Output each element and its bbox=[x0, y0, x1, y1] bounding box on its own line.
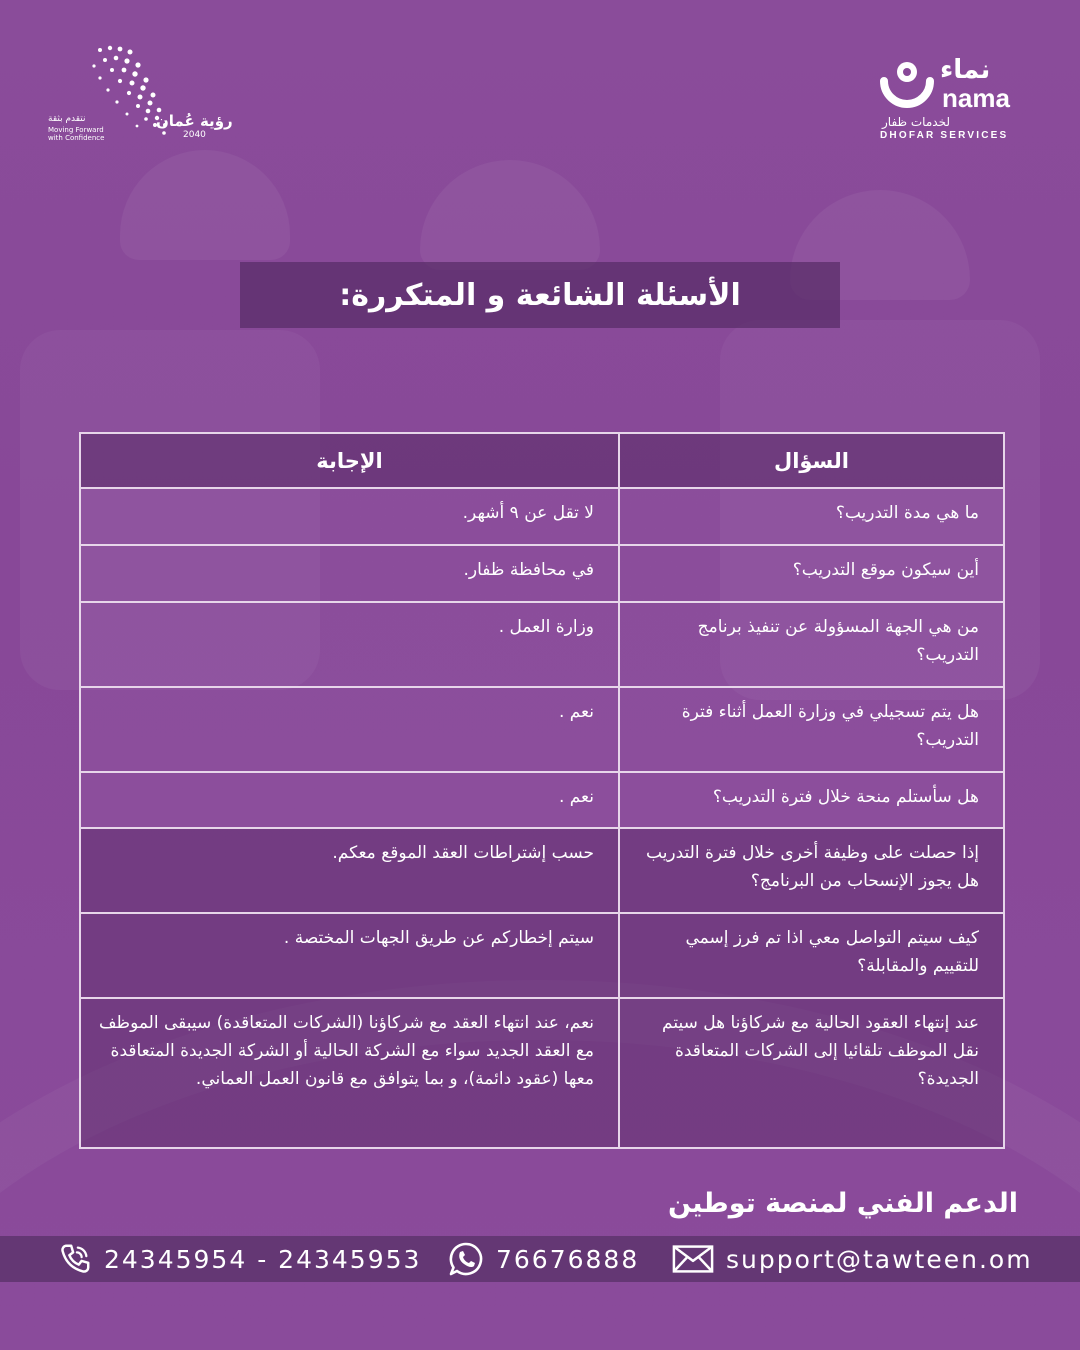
question-cell: إذا حصلت على وظيفة أخرى خلال فترة التدريب هل يجوز الإنسحاب من البرنامج؟ bbox=[619, 828, 1004, 913]
email-address: support@tawteen.om bbox=[726, 1244, 1033, 1274]
answer-cell: نعم . bbox=[80, 687, 619, 772]
vision-year: 2040 bbox=[183, 130, 206, 140]
question-cell: هل يتم تسجيلي في وزارة العمل أثناء فترة التدريب؟ bbox=[619, 687, 1004, 772]
oman-vision-logo bbox=[48, 40, 238, 150]
phone-contact[interactable] bbox=[58, 1236, 421, 1282]
table-row bbox=[80, 772, 1004, 828]
answer-cell: نعم، عند انتهاء العقد مع شركاؤنا (الشركات المتعاقدة) سيبقى الموظف مع العقد الجديد سواء مع الشركة الحالية أو الشركة الجديدة المتعاقدة معها (عقود دائمة)، و بما يتوافق مع قانون العمل العماني. bbox=[80, 998, 619, 1148]
faq-table bbox=[79, 432, 1005, 1149]
nama-subtitle-en: DHOFAR SERVICES bbox=[880, 130, 1009, 141]
page-title: الأسئلة الشائعة و المتكررة: bbox=[339, 277, 741, 313]
nama-subtitle-ar: لخدمات ظفار bbox=[882, 115, 950, 129]
nama-mark-icon bbox=[878, 57, 936, 115]
answer-cell: وزارة العمل . bbox=[80, 602, 619, 687]
answer-cell: حسب إشتراطات العقد الموقع معكم. bbox=[80, 828, 619, 913]
question-cell: كيف سيتم التواصل معي اذا تم فرز إسمي للتقييم والمقابلة؟ bbox=[619, 913, 1004, 998]
nama-name-en: nama bbox=[942, 83, 1010, 113]
table-row bbox=[80, 602, 1004, 687]
whatsapp-number: 76676888 bbox=[496, 1244, 640, 1274]
answer-cell: لا تقل عن ٩ أشهر. bbox=[80, 488, 619, 545]
nama-logo bbox=[870, 55, 1030, 150]
email-contact[interactable] bbox=[672, 1236, 1033, 1282]
table-row bbox=[80, 913, 1004, 998]
table-row bbox=[80, 828, 1004, 913]
vision-tagline-en-2: with Confidence bbox=[48, 134, 105, 142]
question-cell: من هي الجهة المسؤولة عن تنفيذ برنامج التدريب؟ bbox=[619, 602, 1004, 687]
table-row bbox=[80, 687, 1004, 772]
background-helmet-shape bbox=[120, 150, 290, 260]
answer-column-header: الإجابة bbox=[80, 433, 619, 488]
whatsapp-icon bbox=[448, 1241, 484, 1277]
mail-icon bbox=[672, 1243, 714, 1275]
question-cell: ما هي مدة التدريب؟ bbox=[619, 488, 1004, 545]
nama-name-ar: نماء bbox=[940, 55, 991, 85]
vision-tagline-en-1: Moving Forward bbox=[48, 126, 104, 134]
contact-bar bbox=[0, 1236, 1080, 1282]
question-column-header: السؤال bbox=[619, 433, 1004, 488]
table-row bbox=[80, 488, 1004, 545]
background-helmet-shape bbox=[420, 160, 600, 270]
phone-numbers: 24345954 - 24345953 bbox=[104, 1244, 422, 1274]
whatsapp-contact[interactable] bbox=[448, 1236, 639, 1282]
vision-title: رؤية عُمان bbox=[156, 112, 233, 130]
vision-tagline-ar: نتقدم بثقة bbox=[48, 114, 86, 124]
question-cell: أين سيكون موقع التدريب؟ bbox=[619, 545, 1004, 602]
answer-cell: نعم . bbox=[80, 772, 619, 828]
support-title: الدعم الفني لمنصة توطين bbox=[667, 1188, 1018, 1219]
question-cell: هل سأستلم منحة خلال فترة التدريب؟ bbox=[619, 772, 1004, 828]
table-row bbox=[80, 545, 1004, 602]
table-header-row bbox=[80, 433, 1004, 488]
answer-cell: سيتم إخطاركم عن طريق الجهات المختصة . bbox=[80, 913, 619, 998]
question-cell: عند إنتهاء العقود الحالية مع شركاؤنا هل سيتم نقل الموظف تلقائيا إلى الشركات المتعاقدة الجديدة؟ bbox=[619, 998, 1004, 1148]
phone-icon bbox=[58, 1242, 92, 1276]
answer-cell: في محافظة ظفار. bbox=[80, 545, 619, 602]
title-banner bbox=[240, 262, 840, 328]
table-row bbox=[80, 998, 1004, 1148]
